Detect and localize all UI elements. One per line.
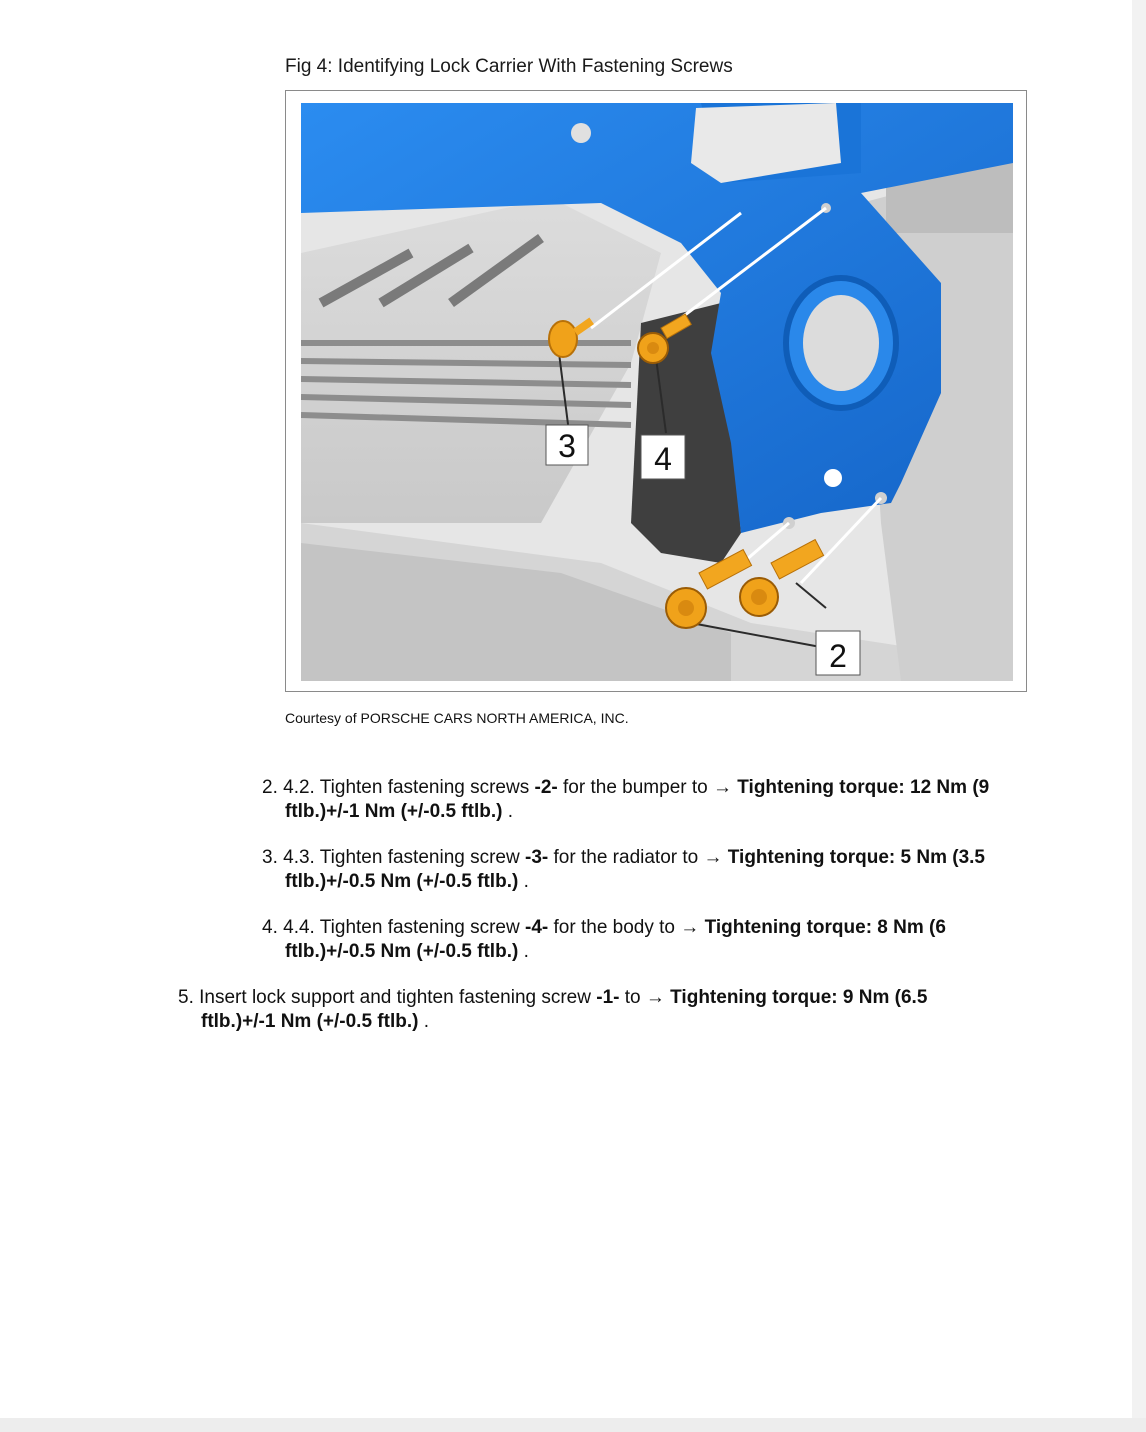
callout-2-label: 2 [829, 638, 847, 674]
illustration-svg [301, 103, 1013, 681]
step-torque: Tightening torque: 8 Nm (6 [704, 917, 946, 938]
step-item [262, 846, 985, 894]
step-text: 4.2. Tighten fastening screws [283, 777, 535, 798]
step-text: for the bumper to → [557, 777, 738, 798]
top-bolt [571, 123, 591, 143]
step-torque: Tightening torque: 5 Nm (3.5 [727, 847, 985, 868]
step-ref: -1- [596, 987, 620, 1008]
step-item [262, 916, 946, 964]
step-end: . [518, 871, 529, 892]
step-number: 4. [262, 917, 278, 938]
step-text: for the body to → [548, 917, 705, 938]
step-text: 4.4. Tighten fastening screw [283, 917, 526, 938]
step-end: . [518, 941, 529, 962]
hole-a [824, 469, 842, 487]
callout-4 [641, 435, 685, 479]
step-end: . [418, 1011, 430, 1032]
vertical-scrollbar[interactable] [1132, 0, 1146, 1432]
step-torque: ftlb.)+/-0.5 Nm (+/-0.5 ftlb.) [285, 941, 519, 962]
callout-3-label: 3 [558, 428, 576, 464]
step-torque: Tightening torque: 9 Nm (6.5 [670, 987, 928, 1008]
step-torque: ftlb.)+/-1 Nm (+/-0.5 ftlb.) [285, 801, 503, 822]
bottom-edge [0, 1418, 1146, 1432]
ring-center [803, 295, 879, 391]
callout-4-label: 4 [654, 441, 672, 477]
callout-3 [546, 425, 588, 465]
callout-2 [816, 631, 860, 675]
step-item [178, 986, 927, 1034]
step-end: . [502, 801, 514, 822]
step-torque: ftlb.)+/-0.5 Nm (+/-0.5 ftlb.) [285, 871, 519, 892]
step-number: 5. [178, 987, 194, 1008]
step-text: 4.3. Tighten fastening screw [283, 847, 526, 868]
step-torque: ftlb.)+/-1 Nm (+/-0.5 ftlb.) [201, 1011, 419, 1032]
step-torque: Tightening torque: 12 Nm (9 [737, 777, 990, 798]
step-ref: -3- [525, 847, 549, 868]
step-text: for the radiator to → [548, 847, 728, 868]
figure-caption: Fig 4: Identifying Lock Carrier With Fastening Screws [285, 56, 733, 77]
step-ref: -4- [525, 917, 549, 938]
step-text: Insert lock support and tighten fastening screw [199, 987, 597, 1008]
step-number: 3. [262, 847, 278, 868]
step-item [262, 776, 989, 824]
step-text: to → [619, 987, 671, 1008]
step-ref: -2- [534, 777, 558, 798]
lock-carrier-illustration [285, 90, 1027, 692]
figure-courtesy: Courtesy of PORSCHE CARS NORTH AMERICA, INC. [285, 710, 629, 726]
step-number: 2. [262, 777, 278, 798]
